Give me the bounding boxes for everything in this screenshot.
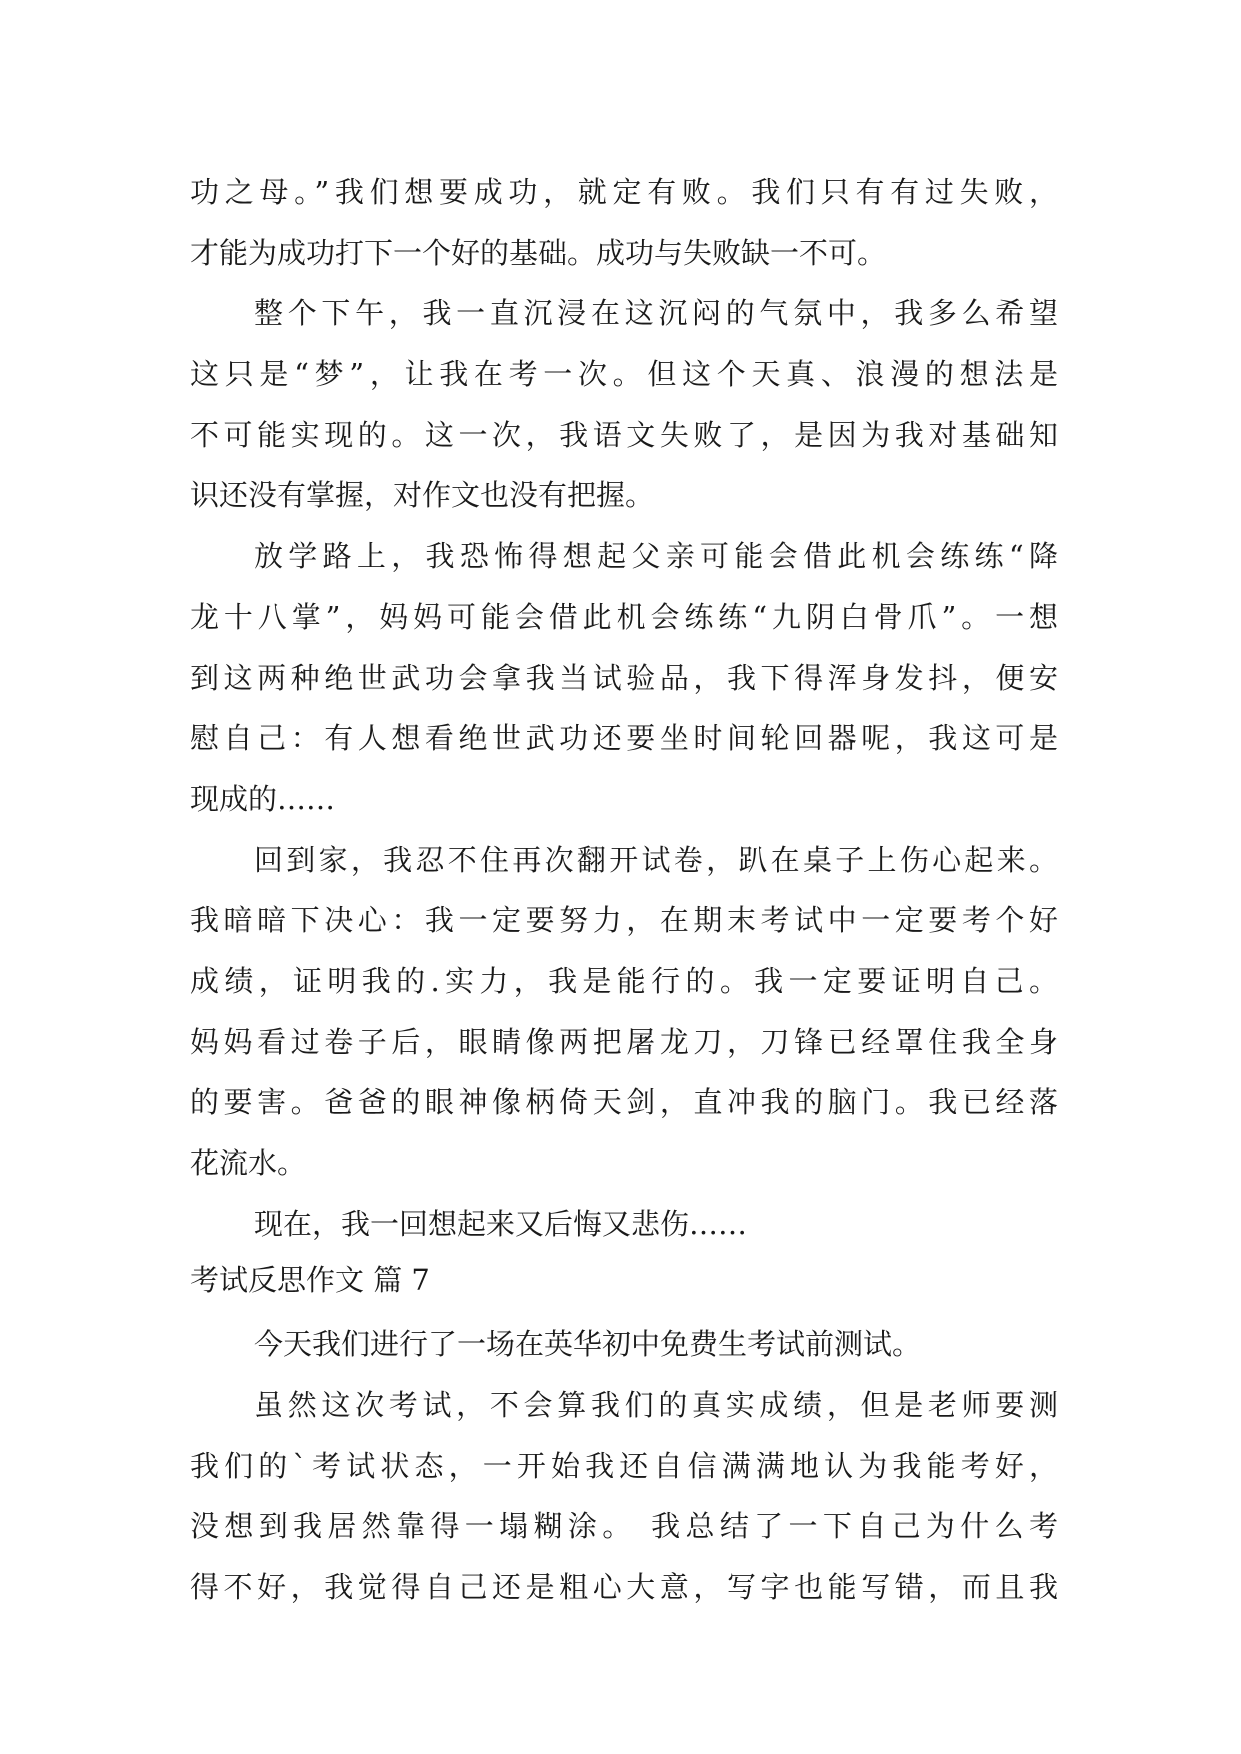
paragraph-line: 才能为成功打下一个好的基础。成功与失败缺一不可。 [190, 235, 887, 270]
paragraph-line: 功之母。”我们想要成功，就定有败。我们只有有过失败， [190, 175, 1058, 209]
paragraph-line: 放学路上，我恐怖得想起父亲可能会借此机会练练“降 [254, 539, 1058, 574]
paragraph-line: 今天我们进行了一场在英华初中免费生考试前测试。 [254, 1327, 922, 1362]
paragraph-line: 龙十八掌”，妈妈可能会借此机会练练“九阴白骨爪”。一想 [190, 599, 1058, 634]
paragraph-line: 不可能实现的。这一次，我语文失败了，是因为我对基础知 [190, 417, 1058, 452]
paragraph-line: 的要害。爸爸的眼神像柄倚天剑，直冲我的脑门。我已经落 [190, 1085, 1058, 1120]
paragraph-line: 到这两种绝世武功会拿我当试验品，我下得浑身发抖，便安 [190, 660, 1058, 695]
paragraph-line: 回到家，我忍不住再次翻开试卷，趴在桌子上伤心起来。 [254, 842, 1058, 877]
paragraph-line: 虽然这次考试，不会算我们的真实成绩，但是老师要测 [254, 1388, 1058, 1423]
paragraph-line: 得不好，我觉得自己还是粗心大意，写字也能写错，而且我 [190, 1570, 1058, 1605]
paragraph-line: 我们的`考试状态，一开始我还自信满满地认为我能考好， [190, 1448, 1058, 1483]
paragraph-line: 花流水。 [190, 1146, 307, 1180]
essay-body [190, 162, 1058, 1618]
paragraph-line: 妈妈看过卷子后，眼睛像两把屠龙刀，刀锋已经罩住我全身 [190, 1024, 1058, 1059]
paragraph-line: 识还没有掌握，对作文也没有把握。 [190, 478, 655, 513]
paragraph-line: 现在，我一回想起来又后悔又悲伤…… [254, 1206, 748, 1241]
section-heading: 考试反思作文 篇 7 [190, 1263, 430, 1298]
paragraph-line: 这只是“梦”，让我在考一次。但这个天真、浪漫的想法是 [190, 357, 1058, 392]
paragraph-line: 现成的…… [190, 781, 336, 816]
paragraph-line: 没想到我居然靠得一塌糊涂。 我总结了一下自己为什么考 [190, 1509, 1058, 1544]
paragraph-line: 成绩，证明我的.实力，我是能行的。我一定要证明自己。 [190, 963, 1058, 998]
paragraph-line: 整个下午，我一直沉浸在这沉闷的气氛中，我多么希望 [254, 296, 1058, 331]
paragraph-line: 我暗暗下决心：我一定要努力，在期末考试中一定要考个好 [190, 903, 1058, 938]
paragraph-line: 慰自己：有人想看绝世武功还要坐时间轮回器呢，我这可是 [190, 721, 1058, 756]
